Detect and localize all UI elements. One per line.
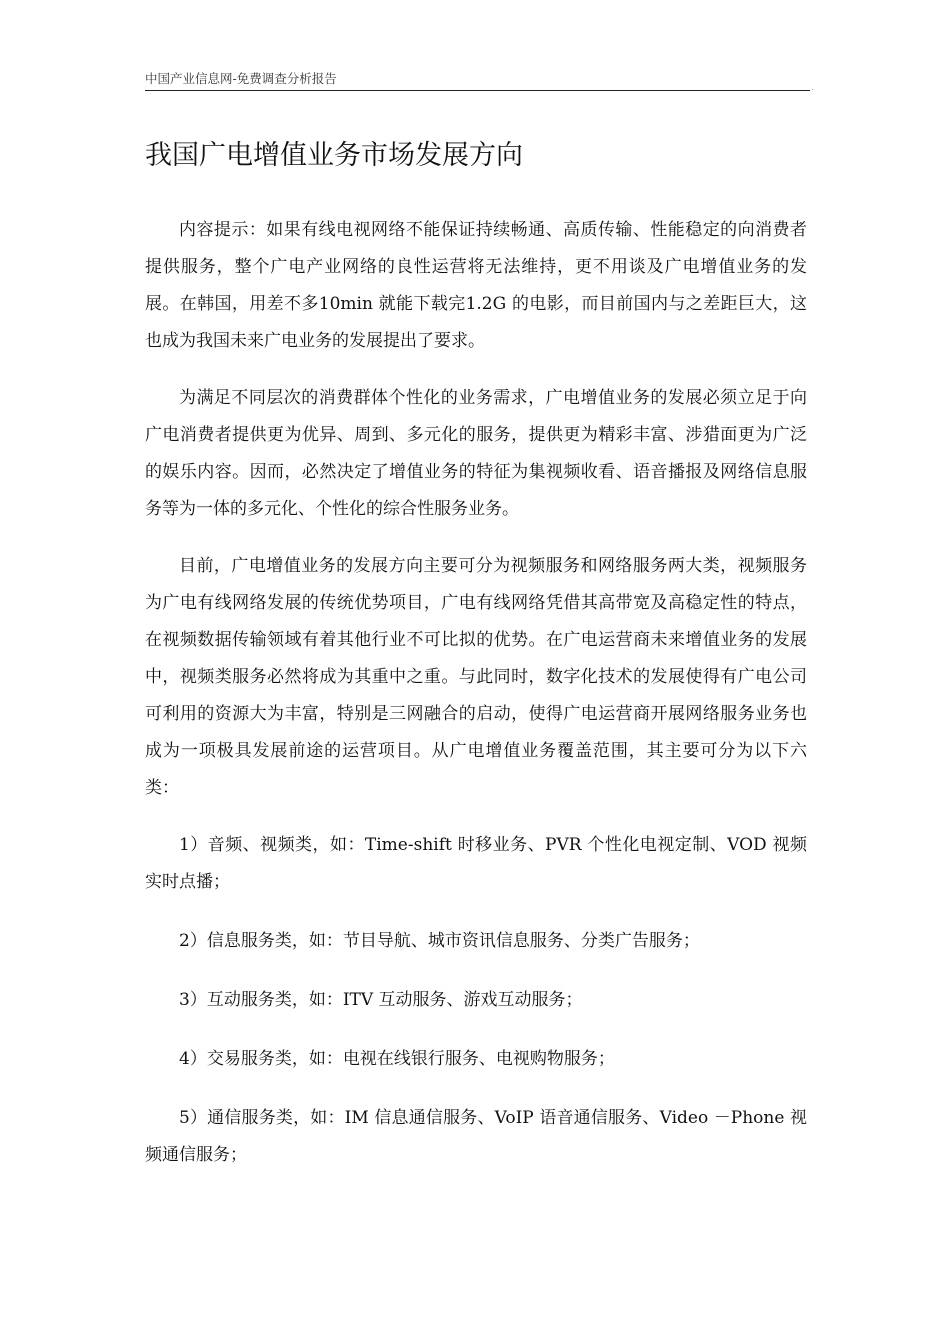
document-body: [145, 212, 807, 1196]
header-dot: .: [811, 83, 814, 92]
header-text: 中国产业信息网-免费调查分析报告: [145, 71, 337, 86]
page-title: 我国广电增值业务市场发展方向: [145, 140, 523, 171]
paragraph-intro: 内容提示：如果有线电视网络不能保证持续畅通、高质传输、性能稳定的向消费者提供服务，整个广电产业网络的良性运营将无法维持，更不用谈及广电增值业务的发展。在韩国，用差不多10min 就能下载完1.2G 的电影，而目前国内与之差距巨大，这也成为我国未来广电业务的发展提出了要求。: [145, 220, 807, 351]
list-item-av: 1）音频、视频类，如：Time-shift 时移业务、PVR 个性化电视定制、VOD 视频实时点播；: [145, 835, 807, 892]
list-item-interactive: 3）互动服务类，如：ITV 互动服务、游戏互动服务；: [179, 990, 583, 1010]
list-item-info: 2）信息服务类，如：节目导航、城市资讯信息服务、分类广告服务；: [179, 931, 700, 951]
list-item-communication: 5）通信服务类，如：IM 信息通信服务、VoIP 语音通信服务、Video －Phone 视频通信服务；: [145, 1108, 807, 1165]
paragraph-features: 为满足不同层次的消费群体个性化的业务需求，广电增值业务的发展必须立足于向广电消费者提供更为优异、周到、多元化的服务，提供更为精彩丰富、涉猎面更为广泛的娱乐内容。因而，必然决定了增值业务的特征为集视频收看、语音播报及网络信息服务等为一体的多元化、个性化的综合性服务业务。: [145, 388, 807, 519]
page-header: [145, 70, 814, 92]
list-item-transaction: 4）交易服务类，如：电视在线银行服务、电视购物服务；: [179, 1049, 615, 1069]
paragraph-directions: 目前，广电增值业务的发展方向主要可分为视频服务和网络服务两大类，视频服务为广电有线网络发展的传统优势项目，广电有线网络凭借其高带宽及高稳定性的特点，在视频数据传输领域有着其他行业不可比拟的优势。在广电运营商未来增值业务的发展中，视频类服务必然将成为其重中之重。与此同时，数字化技术的发展使得有广电公司可利用的资源大为丰富，特别是三网融合的启动，使得广电运营商开展网络服务业务也成为一项极具发展前途的运营项目。从广电增值业务覆盖范围，其主要可分为以下六类：: [145, 556, 807, 798]
